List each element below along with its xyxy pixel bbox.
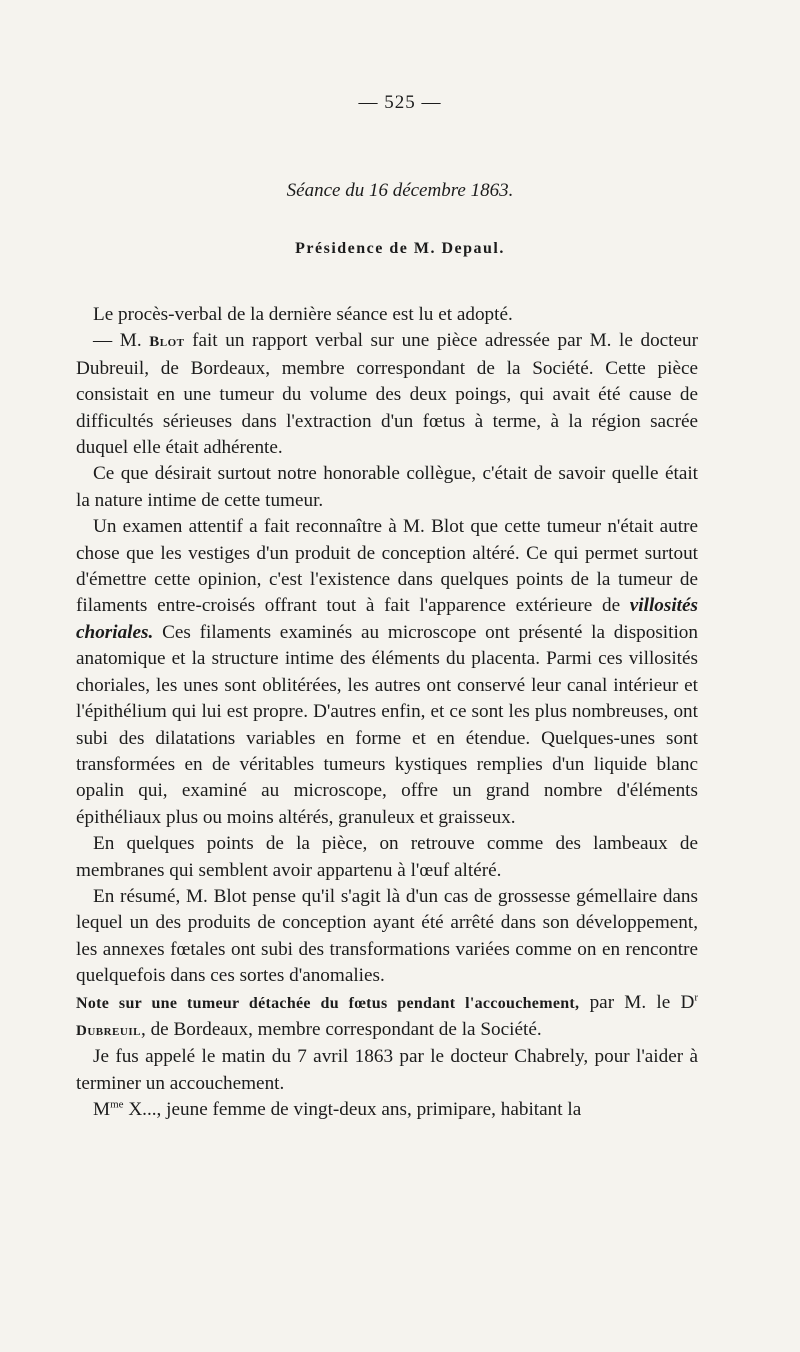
- session-title: Séance du 16 décembre 1863.: [286, 180, 514, 201]
- paragraph-question: Ce que désirait surtout notre honorable collègue, c'était de savoir quelle était la nature intime de cette tumeur.: [76, 463, 698, 511]
- paragraph-note: [76, 990, 698, 1045]
- note-rest: , de Bordeaux, membre correspondant de la Société.: [140, 1018, 542, 1040]
- paragraph-examination: [76, 514, 698, 831]
- paragraph-text: Ces filaments examinés au microscope ont présenté la disposition anatomique et la structure intime des éléments du placenta. Parmi ces villosités choriales, les unes sont oblitérées, les autres ont conservé leur canal intérieur et l'épithélium qui lui est propre. D'autres enfin, et ce sont les plus nombreuses, ont subi des dilatations variables en forme et en étendue. Quelques-unes sont transformées en de véritables tumeurs kystiques remplies d'un liquide blanc opalin qui, examiné au microscope, offre un grand nombre d'éléments épithéliaux plus ou moins altérés, granuleux et graisseux.: [76, 621, 698, 828]
- page-body: [76, 302, 698, 1124]
- italic-term: villosités choriales.: [76, 595, 698, 643]
- superscript: me: [110, 1098, 124, 1111]
- author-name: Dubreuil: [76, 1022, 141, 1039]
- page-number: — 525 —: [358, 92, 442, 113]
- paragraph-membranes: En quelques points de la pièce, on retrouve comme des lambeaux de membranes qui semblent avoir appartenu à l'œuf altéré.: [76, 833, 698, 881]
- note-byline: par M. le D: [579, 991, 695, 1013]
- paragraph-patient: [76, 1097, 698, 1123]
- note-title: Note sur une tumeur détachée du fœtus pendant l'accouchement,: [76, 994, 580, 1012]
- paragraph-text: X..., jeune femme de vingt-deux ans, primipare, habitant la: [123, 1099, 582, 1121]
- paragraph-called: Je fus appelé le matin du 7 avril 1863 par le docteur Chabrely, pour l'aider à terminer un accouchement.: [76, 1046, 698, 1094]
- paragraph-text: Un examen attentif a fait reconnaître à M. Blot que cette tumeur n'était autre chose que les vestiges d'un produit de conception altéré. Ce qui permet surtout d'émettre cette opinion, c'est l'existence dans quelques points de la tumeur de filaments entre-croisés offrant tout à fait l'apparence extérieure de: [76, 516, 698, 617]
- speaker-name: Blot: [149, 334, 185, 351]
- paragraph-summary: En résumé, M. Blot pense qu'il s'agit là d'un cas de grossesse gémellaire dans lequel un des produits de conception ayant été arrêté dans son développement, les annexes fœtales ont subi des transformations variées comme on en rencontre quelquefois dans ces sortes d'anomalies.: [76, 885, 698, 987]
- title-prefix: M: [93, 1099, 111, 1121]
- paragraph-minutes: Le procès-verbal de la dernière séance est lu et adopté.: [93, 304, 513, 325]
- paragraph-blot-report: [76, 328, 698, 461]
- paragraph-text: fait un rapport verbal sur une pièce adressée par M. le docteur Dubreuil, de Bordeaux, membre correspondant de la Société. Cette pièce consistait en une tumeur du volume des deux poings, qui avait été cause de difficultés sérieuses dans l'extraction d'un fœtus à terme, à la région sacrée duquel elle était adhérente.: [76, 330, 699, 459]
- superscript: r: [694, 991, 698, 1004]
- dash: — M.: [93, 330, 150, 352]
- presidency-heading: Présidence de M. Depaul.: [295, 240, 505, 257]
